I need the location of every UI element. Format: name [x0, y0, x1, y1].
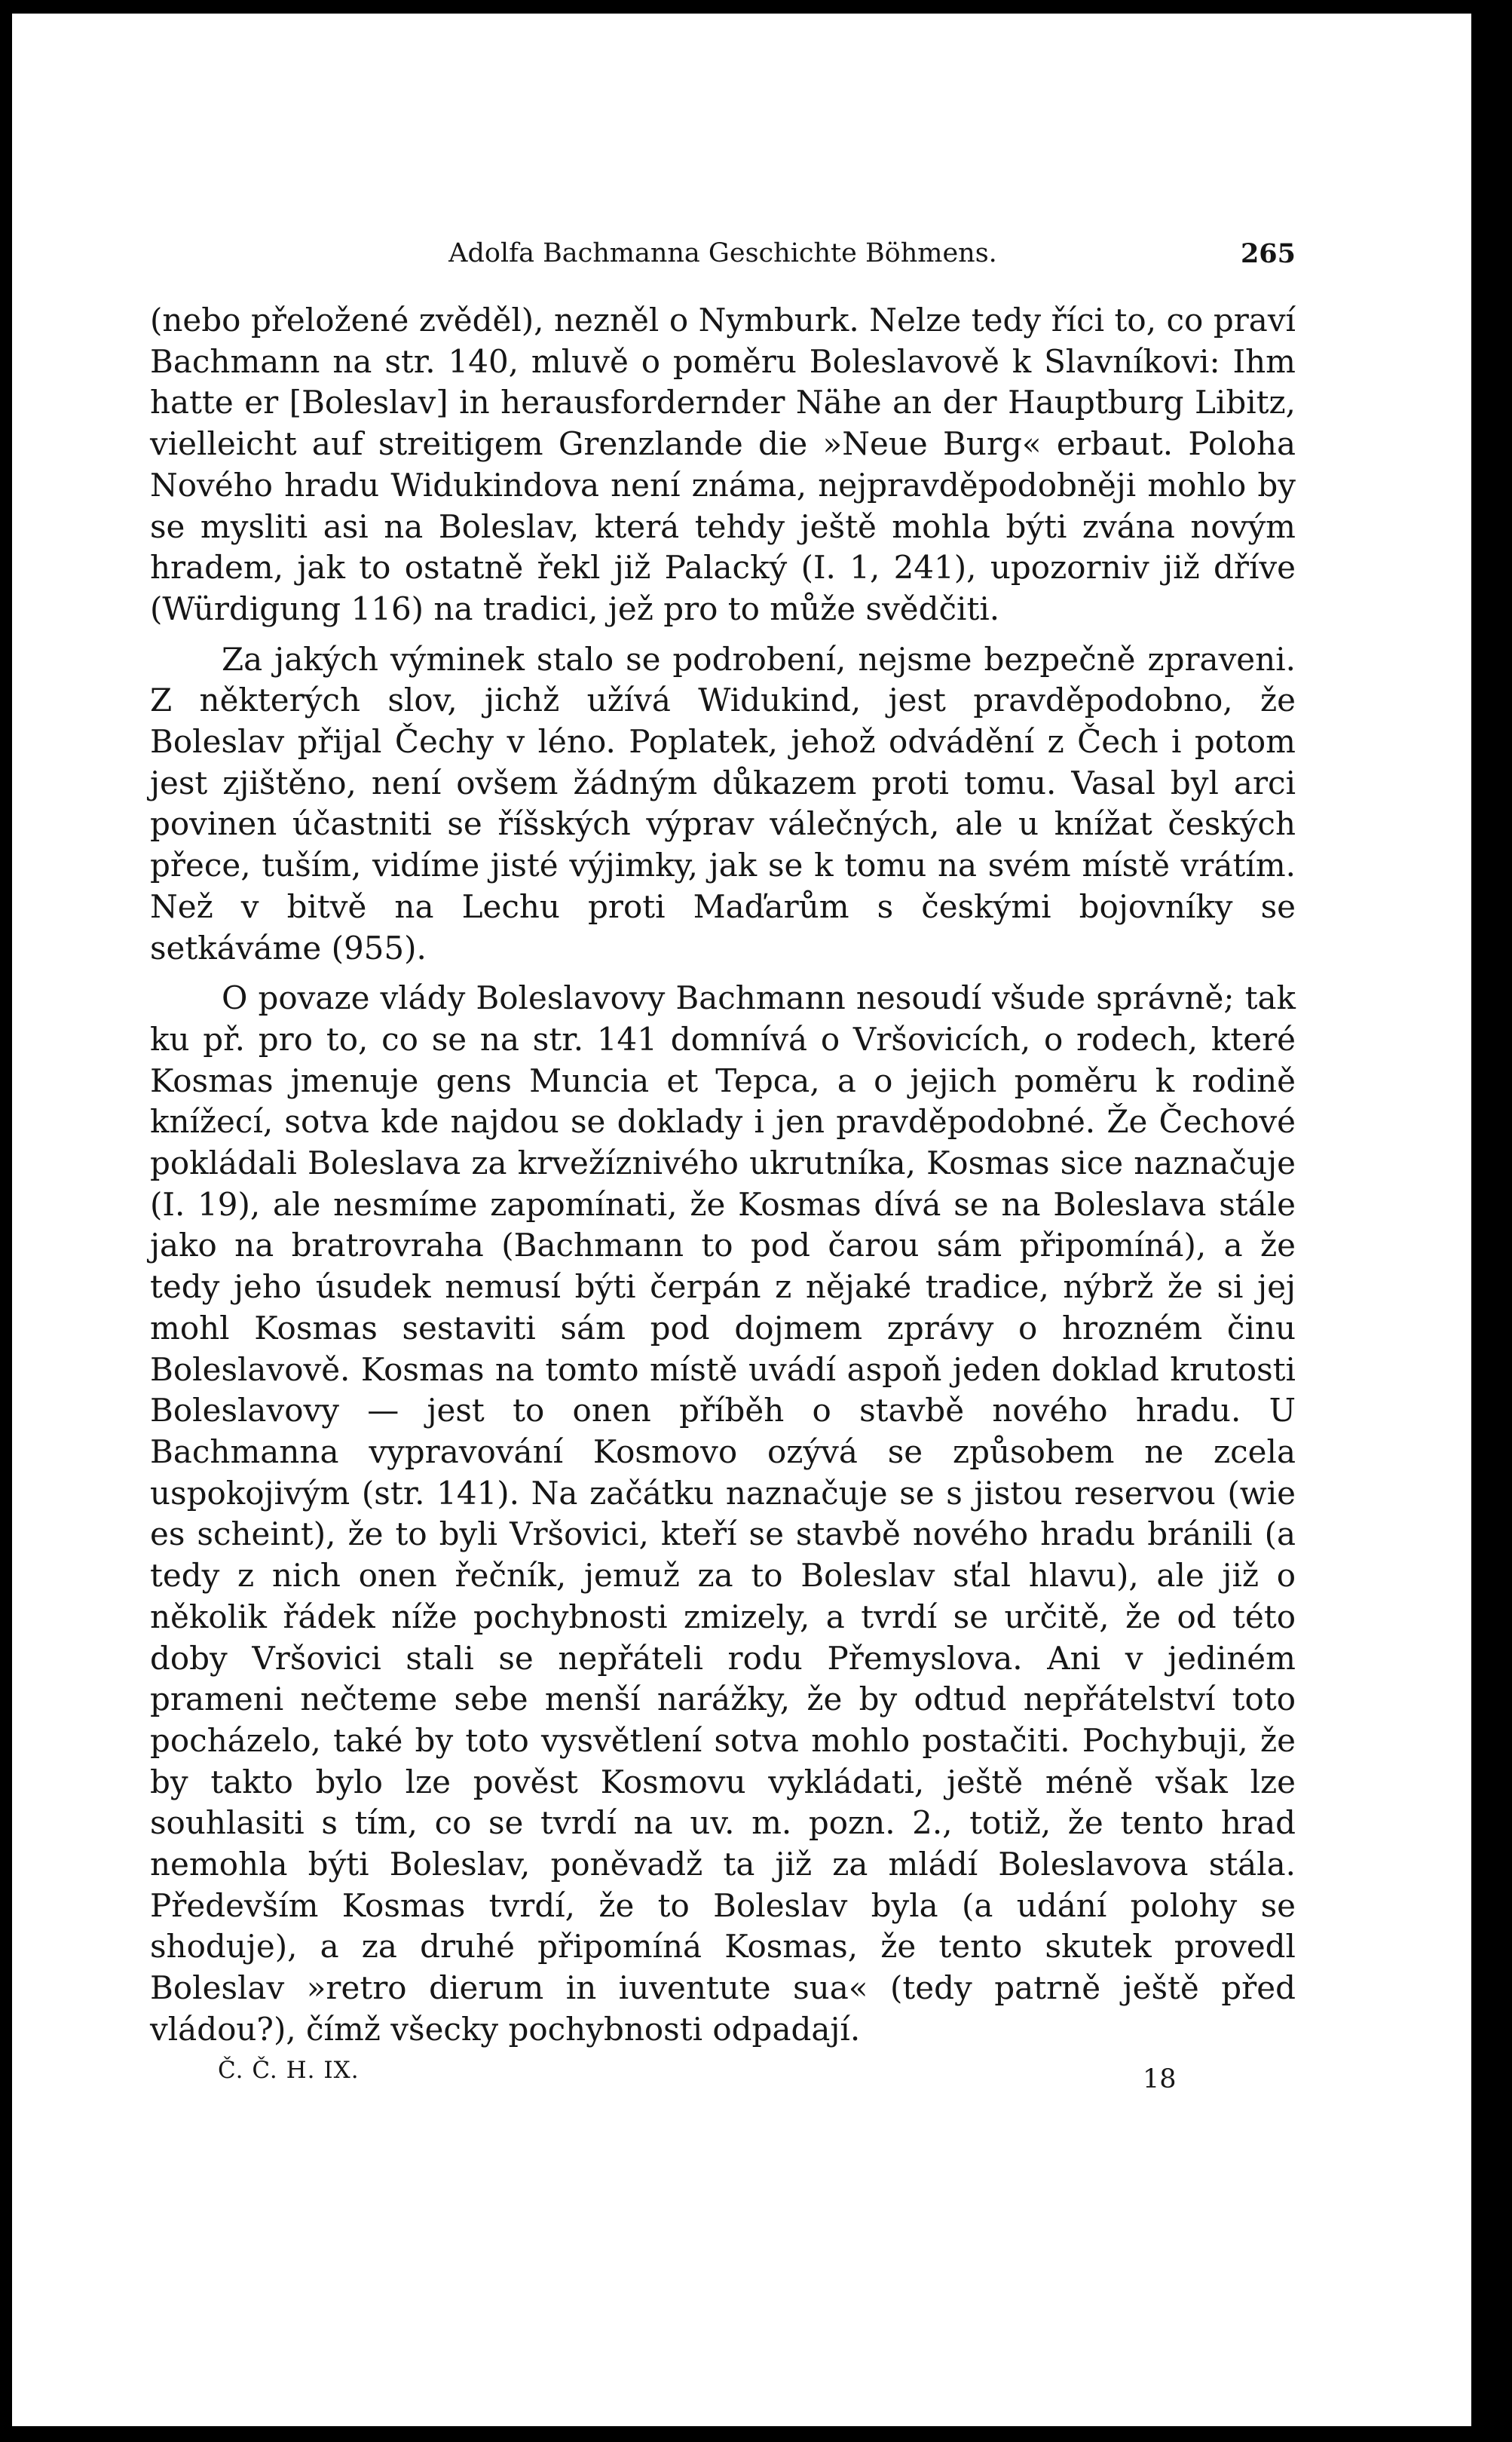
sheet-number: 18 [1143, 2064, 1177, 2094]
paragraph-submission-terms: Za jakých výminek stalo se podrobení, nejsme bezpečně zpraveni. Z některých slov, jichž užívá Widukind, jest pravděpodobno, že Boleslav přijal Čechy v léno. Poplatek, jehož odvádění z Čech i potom jest zjištěno, není ovšem žádným důkazem proti tomu. Vasal byl arci povinen účastniti se říšských výprav válečných, ale u knížat českých přece, tuším, vidíme jisté výjimky, jak se k tomu na svém místě vrátím. Než v bitvě na Lechu proti Maďarům s českými bojovníky se setkáváme (955). [150, 640, 1296, 967]
paragraph-boleslav-rule: O povaze vlády Boleslavovy Bachmann nesoudí všude správně; tak ku př. pro to, co se na str. 141 domnívá o Vršovicích, o rodech, které Kosmas jmenuje gens Muncia et Tepca, a o jejich poměru k rodině knížecí, sotva kde najdou se doklady i jen pravděpodobné. Že Čechové pokládali Boleslava za krvežíznivého ukrutníka, Kosmas sice naznačuje (I. 19), ale nesmíme zapomínati, že Kosmas dívá se na Boleslava stále jako na bratrovraha (Bachmann to pod čarou sám připomíná), a že tedy jeho úsudek nemusí býti čerpán z nějaké tradice, nýbrž že si jej mohl Kosmas sestaviti sám pod dojmem zprávy o hrozném činu Boleslavově. Kosmas na tomto místě uvádí aspoň jeden doklad krutosti Boleslavovy — jest to onen příběh o stavbě nového hradu. U Bachmanna vypravování Kosmovo ozývá se způsobem ne zcela uspokojivým (str. 141). Na začátku naznačuje se s jistou reservou (wie es scheint), že to byli Vršovici, kteří se stavbě nového hradu bránili (a tedy z nich onen řečník, jemuž za to Boleslav sťal hlavu), ale již o několik řádek níže pochybnosti zmizely, a tvrdí se určitě, že od této doby Vršovici stali se nepřáteli rodu Přemyslova. Ani v jediném prameni nečteme sebe menší narážky, že by odtud nepřátelství toto pocházelo, také by toto vysvětlení sotva mohlo postačiti. Pochybuji, že by takto bylo lze pověst Kosmovu vykládati, ještě méně však lze souhlasiti s tím, co se tvrdí na uv. m. pozn. 2., totiž, že tento hrad nemohla býti Boleslav, poněvadž ta již za mládí Boleslavova stála. Především Kosmas tvrdí, že to Boleslav byla (a udání polohy se shoduje), a za druhé připomíná Kosmas, že tento skutek provedl Boleslav »retro dierum in iuventute sua« (tedy patrně ještě před vládou?), čímž všecky pochybnosti odpadají. [150, 979, 1296, 2048]
running-title: Adolfa Bachmanna Geschichte Böhmens. [448, 238, 997, 268]
book-page [12, 14, 1471, 2426]
journal-signature: Č. Č. H. IX. [218, 2056, 360, 2084]
page-footer [150, 2054, 1296, 2099]
page-text-block [150, 232, 1296, 2099]
page-number: 265 [1240, 238, 1296, 269]
running-head [150, 232, 1296, 300]
paragraph-continuation: (nebo přeložené zvěděl), nezněl o Nymburk. Nelze tedy říci to, co praví Bachmann na str. 140, mluvě o poměru Boleslavově k Slavníkovi: Ihm hatte er [Boleslav] in herausfordernder Nähe an der Hauptburg Libitz, vielleicht auf streitigem Grenzlande die »Neue Burg« erbaut. Poloha Nového hradu Widukindova není známa, nejpravděpodobněji mohlo by se mysliti asi na Boleslav, která tehdy ještě mohla býti zvána novým hradem, jak to ostatně řekl již Palacký (I. 1, 241), upozorniv již dříve (Würdigung 116) na tradici, jež pro to může svědčiti. [150, 302, 1296, 627]
